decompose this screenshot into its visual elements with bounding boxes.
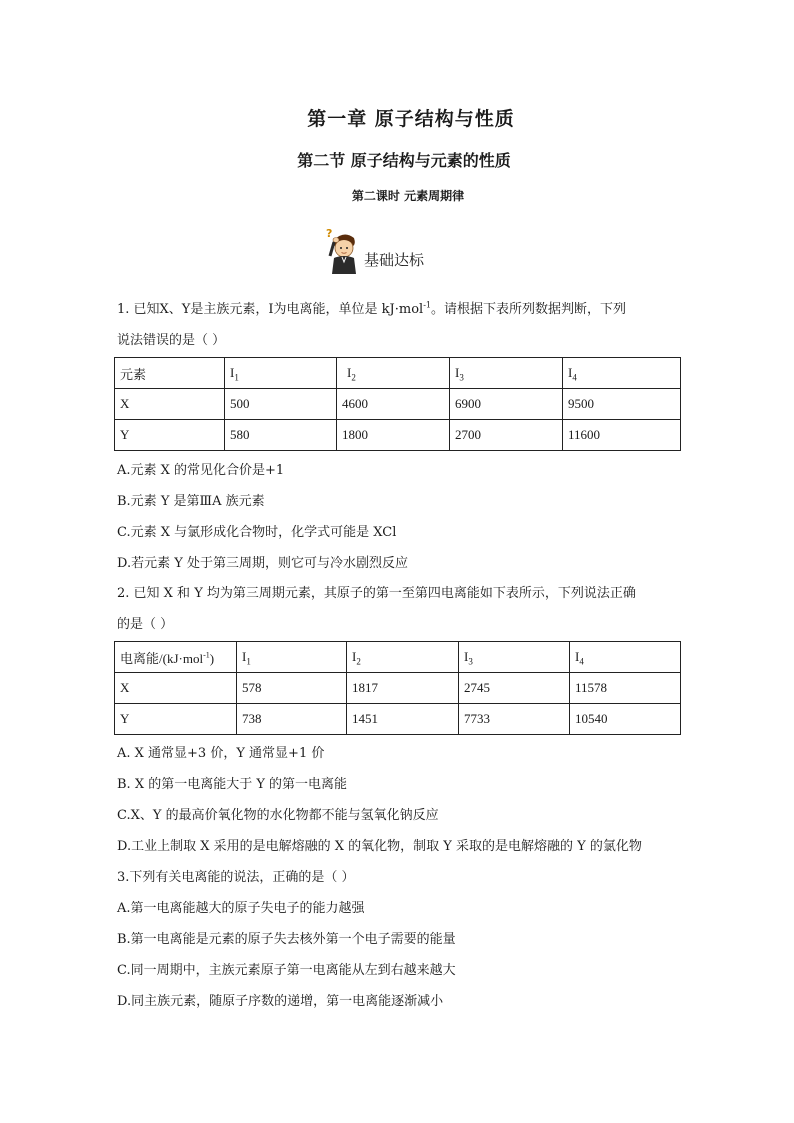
- lesson-title: 第二课时 元素周期律: [351, 189, 465, 203]
- table-header-row: [115, 358, 681, 389]
- q2-option-d: D.工业上制取 X 采用的是电解熔融的 X 的氧化物，制取 Y 采取的是电解熔融的 Y 的氯化物: [117, 839, 642, 854]
- q2-option-c: C.X、Y 的最高价氧化物的水化物都不能与氢氧化钠反应: [117, 808, 439, 823]
- q1-option-c: C.元素 X 与氯形成化合物时，化学式可能是 XCl: [117, 525, 397, 540]
- q1-table: [114, 357, 681, 451]
- q2-option-b: B. X 的第一电离能大于 Y 的第一电离能: [117, 777, 348, 792]
- table-cell: 9500: [563, 389, 681, 420]
- table-header-cell: 元素: [115, 358, 225, 389]
- table-cell: 578: [237, 673, 347, 704]
- question-3-stem: 3.下列有关电离能的说法，正确的是（ ）: [117, 870, 355, 885]
- table-cell: 1817: [347, 673, 459, 704]
- q2-table: [114, 641, 681, 735]
- table-header-cell: $I_2$: [337, 358, 450, 389]
- q3-option-d: D.同主族元素，随原子序数的递增，第一电离能逐渐减小: [117, 994, 444, 1009]
- table-row: [115, 420, 681, 451]
- q1-stem-b: 。请根据下表所列数据判断，下列: [430, 302, 626, 317]
- table-header-cell: $I_1$: [225, 358, 337, 389]
- table-cell: 4600: [337, 389, 450, 420]
- q1-stem-line2: 说法错误的是（ ）: [117, 333, 226, 348]
- table-cell: 11600: [563, 420, 681, 451]
- table-row: [115, 389, 681, 420]
- table-cell: 2700: [450, 420, 563, 451]
- q2-option-a: A. X 通常显+3 价，Y 通常显+1 价: [117, 746, 325, 761]
- svg-text:?: ?: [326, 227, 333, 240]
- table-cell: 738: [237, 704, 347, 735]
- table-header-cell: 电离能/(kJ·mol$^{-1}$): [115, 642, 237, 673]
- table-header-cell: $I_2$: [347, 642, 459, 673]
- table-cell: 500: [225, 389, 337, 420]
- q1-stem-a: 1. 已知X、Y是主族元素，I为电离能，单位是 kJ·mol: [117, 302, 424, 317]
- q1-option-a: A.元素 X 的常见化合价是+1: [117, 463, 285, 478]
- q1-stem-unit-sup: -1: [423, 300, 431, 310]
- q1-option-b: B.元素 Y 是第ⅢA 族元素: [117, 494, 265, 509]
- table-cell: 2745: [459, 673, 570, 704]
- table-cell: X: [115, 673, 237, 704]
- table-cell: X: [115, 389, 225, 420]
- table-row: [115, 704, 681, 735]
- q1-option-d: D.若元素 Y 处于第三周期，则它可与冷水剧烈反应: [117, 556, 408, 571]
- table-header-row: [115, 642, 681, 673]
- q2-stem-line2: 的是（ ）: [117, 617, 174, 632]
- table-cell: 1451: [347, 704, 459, 735]
- table-cell: 6900: [450, 389, 563, 420]
- table-header-cell: $I_4$: [570, 642, 681, 673]
- basic-practice-badge: [326, 226, 424, 274]
- q3-option-b: B.第一电离能是元素的原子失去核外第一个电子需要的能量: [117, 932, 456, 947]
- table-cell: 10540: [570, 704, 681, 735]
- table-cell: 580: [225, 420, 337, 451]
- question-2-stem: [117, 578, 683, 640]
- table-cell: Y: [115, 420, 225, 451]
- table-header-cell: $I_1$: [237, 642, 347, 673]
- section-title: 第二节 原子结构与元素的性质: [297, 151, 511, 170]
- q2-stem-line1: 2. 已知 X 和 Y 均为第三周期元素，其原子的第一至第四电离能如下表所示，下列说法正确: [117, 586, 636, 601]
- question-1-stem: [117, 294, 683, 356]
- table-header-cell: $I_3$: [450, 358, 563, 389]
- q3-option-a: A.第一电离能越大的原子失电子的能力越强: [117, 901, 365, 916]
- thinking-boy-icon: [326, 226, 362, 274]
- table-header-cell: $I_3$: [459, 642, 570, 673]
- table-cell: 11578: [570, 673, 681, 704]
- table-cell: 7733: [459, 704, 570, 735]
- chapter-title: 第一章 原子结构与性质: [307, 108, 515, 130]
- table-header-cell: $I_4$: [563, 358, 681, 389]
- table-cell: 1800: [337, 420, 450, 451]
- badge-label: 基础达标: [364, 251, 425, 269]
- q3-option-c: C.同一周期中，主族元素原子第一电离能从左到右越来越大: [117, 963, 456, 978]
- table-row: [115, 673, 681, 704]
- table-cell: Y: [115, 704, 237, 735]
